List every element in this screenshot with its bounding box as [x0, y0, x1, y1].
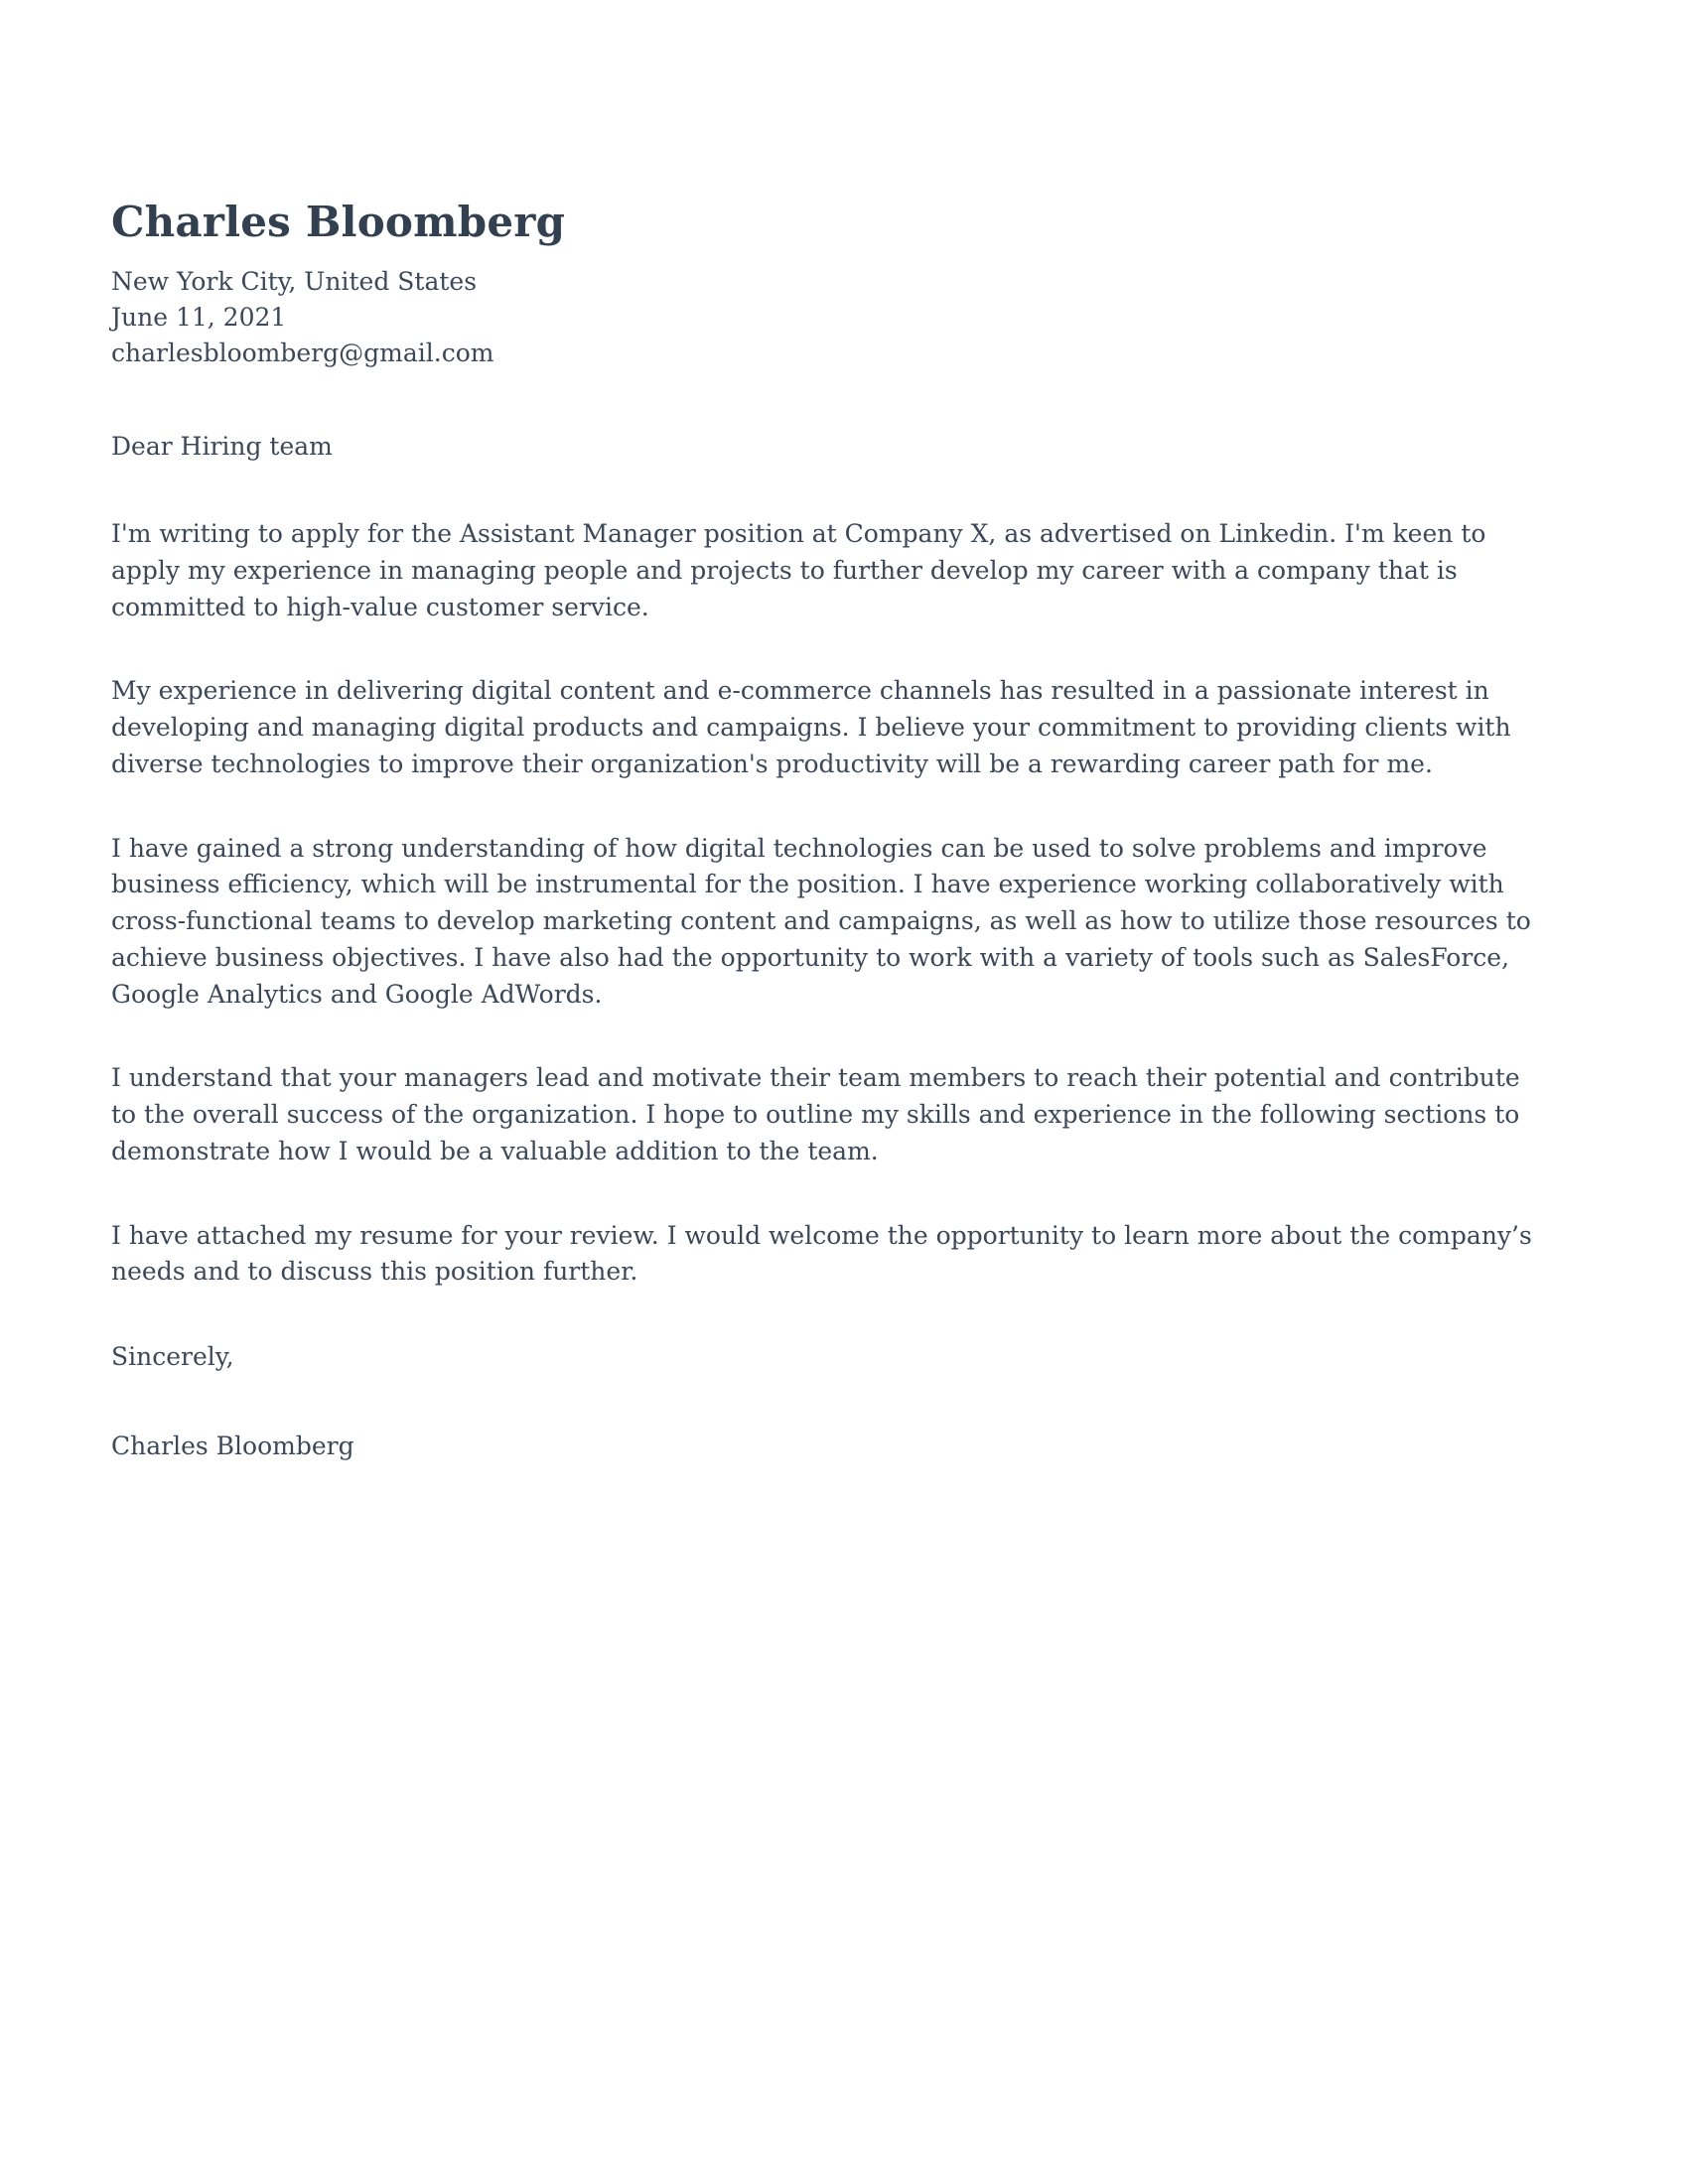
body-paragraph-1: I'm writing to apply for the Assistant Manager position at Company X, as advertised on Linkedin. I'm keen to apply my experience in managing people and projects to further develop my career with a company that is committed to high-value customer service.: [111, 519, 1486, 621]
body-paragraph-4: I understand that your managers lead and motivate their team members to reach their potential and contribute to the overall success of the organization. I hope to outline my skills and experience in the following sections to demonstrate how I would be a valuable addition to the team.: [111, 1063, 1520, 1165]
body-paragraph-3: I have gained a strong understanding of how digital technologies can be used to solve problems and improve business efficiency, which will be instrumental for the position. I have experience working collaboratively with cross-functional teams to develop marketing content and campaigns, as well as how to utilize those resources to achieve business objectives. I have also had the opportunity to work with a variety of tools such as SalesForce, Google Analytics and Google AdWords.: [111, 833, 1531, 1009]
cover-letter-body: [111, 199, 1541, 1464]
contact-block: [111, 264, 1541, 372]
contact-email: charlesbloomberg@gmail.com: [111, 339, 494, 368]
contact-location: New York City, United States: [111, 266, 478, 296]
closing-salutation: Sincerely,: [111, 1342, 234, 1372]
salutation: Dear Hiring team: [111, 431, 333, 461]
page-title: Charles Bloomberg: [111, 198, 566, 246]
signature-name: Charles Bloomberg: [111, 1431, 354, 1460]
contact-date: June 11, 2021: [111, 303, 287, 333]
body-paragraph-5: I have attached my resume for your review. I would welcome the opportunity to learn more about the company’s needs and to discuss this position further.: [111, 1220, 1532, 1287]
body-paragraph-2: My experience in delivering digital content and e-commerce channels has resulted in a passionate interest in developing and managing digital products and campaigns. I believe your commitment to providing clients with diverse technologies to improve their organization's productivity will be a rewarding career path for me.: [111, 676, 1511, 778]
